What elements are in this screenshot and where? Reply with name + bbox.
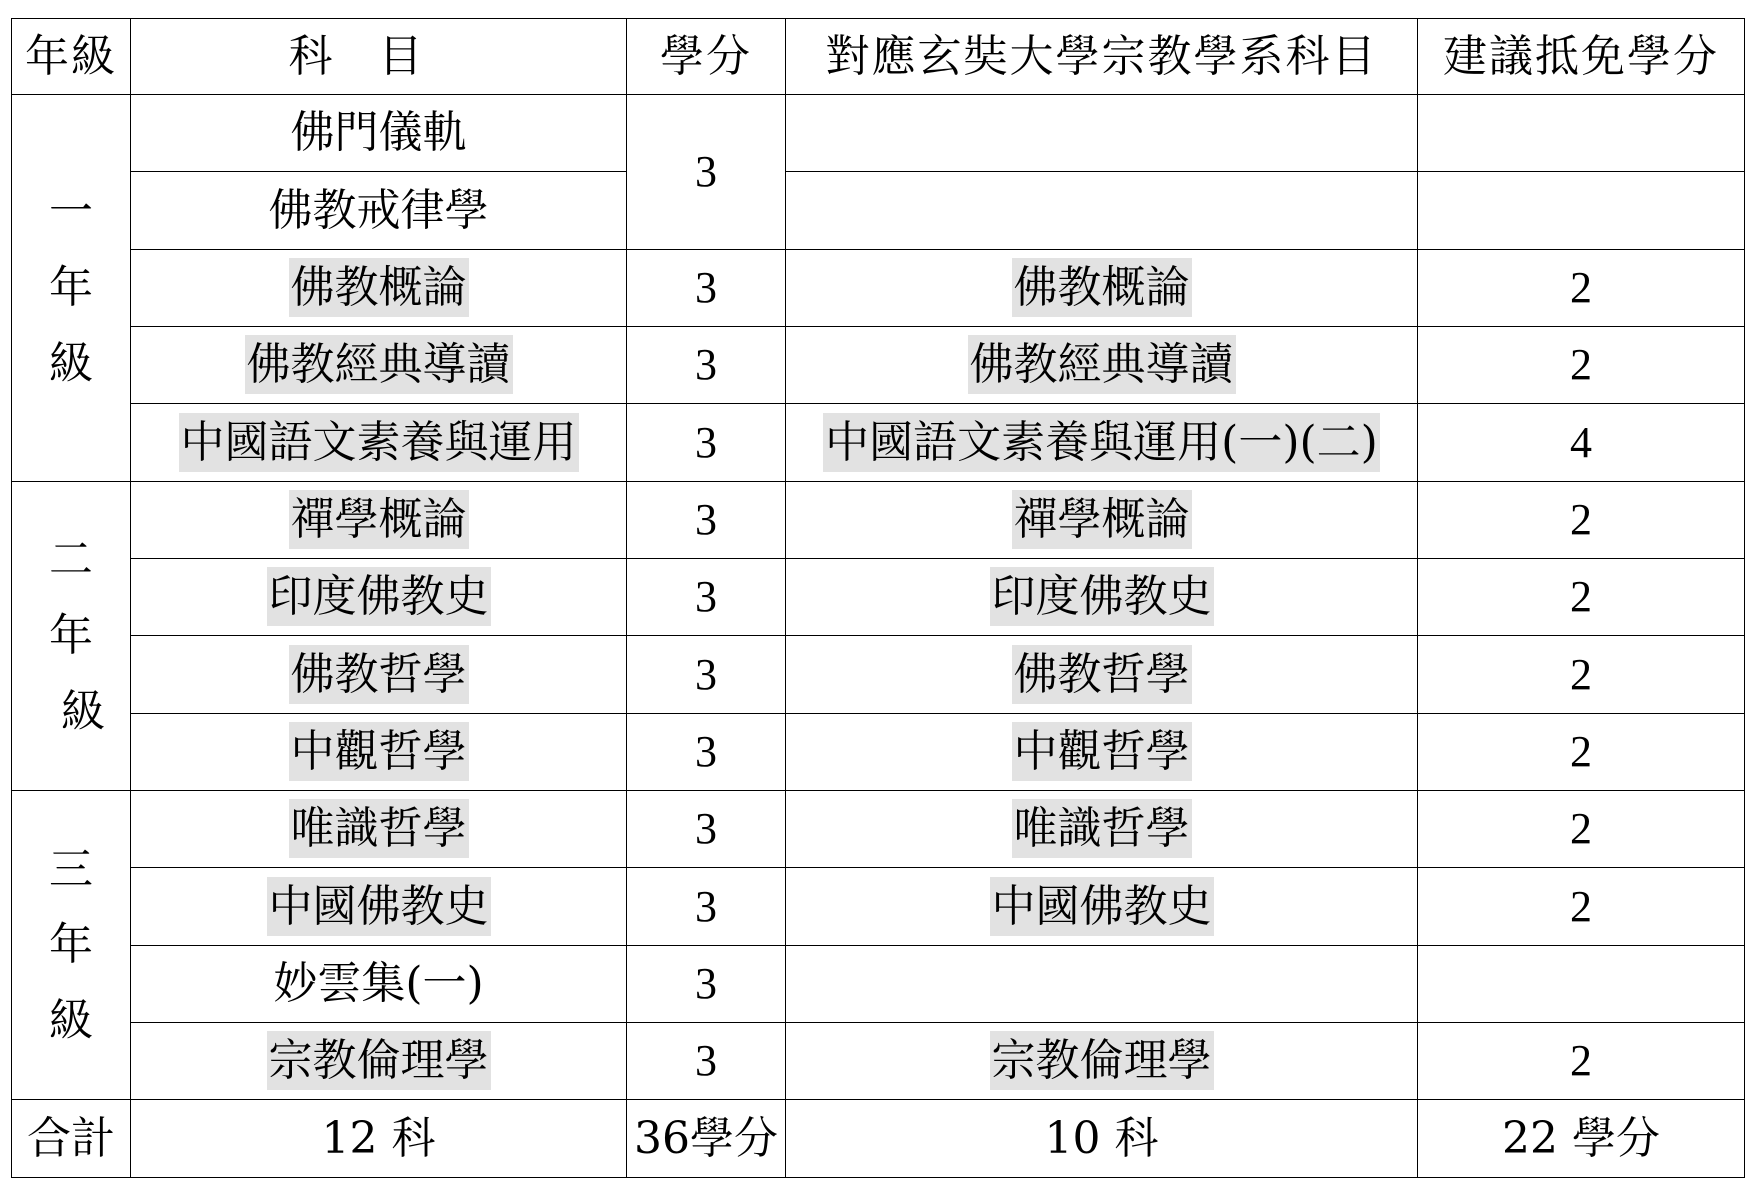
credits-cell: 3 xyxy=(627,404,786,481)
mapped-subject-cell: 印度佛教史 xyxy=(786,559,1418,636)
mapped-subject-cell xyxy=(786,945,1418,1022)
year-label-3: 三 年 級 xyxy=(12,791,131,1100)
waived-credits-cell: 2 xyxy=(1418,636,1745,713)
table-row xyxy=(12,791,1745,868)
waived-credits-cell: 2 xyxy=(1418,868,1745,945)
mapped-subject-cell xyxy=(786,95,1418,172)
subject-cell: 印度佛教史 xyxy=(131,559,627,636)
table-row xyxy=(12,945,1745,1022)
subject-cell: 佛門儀軌 xyxy=(131,95,627,172)
year-label-1: 一 年 級 xyxy=(12,95,131,482)
table-row xyxy=(12,559,1745,636)
totals-waived: 22 學分 xyxy=(1418,1100,1745,1178)
header-mapped-subject: 對應玄奘大學宗教學系科目 xyxy=(786,19,1418,95)
subject-cell: 中觀哲學 xyxy=(131,713,627,790)
waived-credits-cell: 2 xyxy=(1418,327,1745,404)
waived-credits-cell xyxy=(1418,95,1745,172)
subject-cell: 妙雲集(一) xyxy=(131,945,627,1022)
subject-cell: 唯識哲學 xyxy=(131,791,627,868)
totals-credits: 36學分 xyxy=(627,1100,786,1178)
waived-credits-cell: 4 xyxy=(1418,404,1745,481)
mapped-subject-cell: 中觀哲學 xyxy=(786,713,1418,790)
table-row xyxy=(12,327,1745,404)
mapped-subject-cell: 中國語文素養與運用(一)(二) xyxy=(786,404,1418,481)
credit-transfer-table xyxy=(11,18,1745,1178)
table-row xyxy=(12,172,1745,249)
totals-row xyxy=(12,1100,1745,1178)
header-credits: 學分 xyxy=(627,19,786,95)
credits-cell: 3 xyxy=(627,636,786,713)
waived-credits-cell: 2 xyxy=(1418,481,1745,558)
subject-cell: 宗教倫理學 xyxy=(131,1023,627,1100)
credits-cell: 3 xyxy=(627,945,786,1022)
year-label-2: 二 年 級 xyxy=(12,481,131,790)
subject-cell: 禪學概論 xyxy=(131,481,627,558)
table-row xyxy=(12,1023,1745,1100)
table-row xyxy=(12,481,1745,558)
waived-credits-cell: 2 xyxy=(1418,713,1745,790)
mapped-subject-cell: 唯識哲學 xyxy=(786,791,1418,868)
waived-credits-cell xyxy=(1418,945,1745,1022)
waived-credits-cell: 2 xyxy=(1418,791,1745,868)
credits-cell: 3 xyxy=(627,1023,786,1100)
mapped-subject-cell xyxy=(786,172,1418,249)
header-waived-credits: 建議抵免學分 xyxy=(1418,19,1745,95)
credits-cell: 3 xyxy=(627,868,786,945)
totals-subjects: 12 科 xyxy=(131,1100,627,1178)
waived-credits-cell: 2 xyxy=(1418,249,1745,326)
table-row xyxy=(12,404,1745,481)
credits-cell: 3 xyxy=(627,481,786,558)
mapped-subject-cell: 佛教概論 xyxy=(786,249,1418,326)
table-row xyxy=(12,868,1745,945)
mapped-subject-cell: 佛教哲學 xyxy=(786,636,1418,713)
subject-cell: 中國語文素養與運用 xyxy=(131,404,627,481)
credits-cell: 3 xyxy=(627,713,786,790)
waived-credits-cell: 2 xyxy=(1418,1023,1745,1100)
mapped-subject-cell: 佛教經典導讀 xyxy=(786,327,1418,404)
credits-cell: 3 xyxy=(627,95,786,250)
header-row xyxy=(12,19,1745,95)
waived-credits-cell: 2 xyxy=(1418,559,1745,636)
subject-cell: 佛教經典導讀 xyxy=(131,327,627,404)
credits-cell: 3 xyxy=(627,559,786,636)
table-row xyxy=(12,249,1745,326)
totals-label: 合計 xyxy=(12,1100,131,1178)
waived-credits-cell xyxy=(1418,172,1745,249)
header-grade: 年級 xyxy=(12,19,131,95)
mapped-subject-cell: 禪學概論 xyxy=(786,481,1418,558)
table-row xyxy=(12,636,1745,713)
table-row xyxy=(12,95,1745,172)
credits-cell: 3 xyxy=(627,791,786,868)
subject-cell: 佛教戒律學 xyxy=(131,172,627,249)
subject-cell: 佛教概論 xyxy=(131,249,627,326)
credits-cell: 3 xyxy=(627,327,786,404)
header-subject: 科目 xyxy=(131,19,627,95)
subject-cell: 中國佛教史 xyxy=(131,868,627,945)
table-row xyxy=(12,713,1745,790)
mapped-subject-cell: 宗教倫理學 xyxy=(786,1023,1418,1100)
subject-cell: 佛教哲學 xyxy=(131,636,627,713)
credits-cell: 3 xyxy=(627,249,786,326)
mapped-subject-cell: 中國佛教史 xyxy=(786,868,1418,945)
totals-mapped: 10 科 xyxy=(786,1100,1418,1178)
